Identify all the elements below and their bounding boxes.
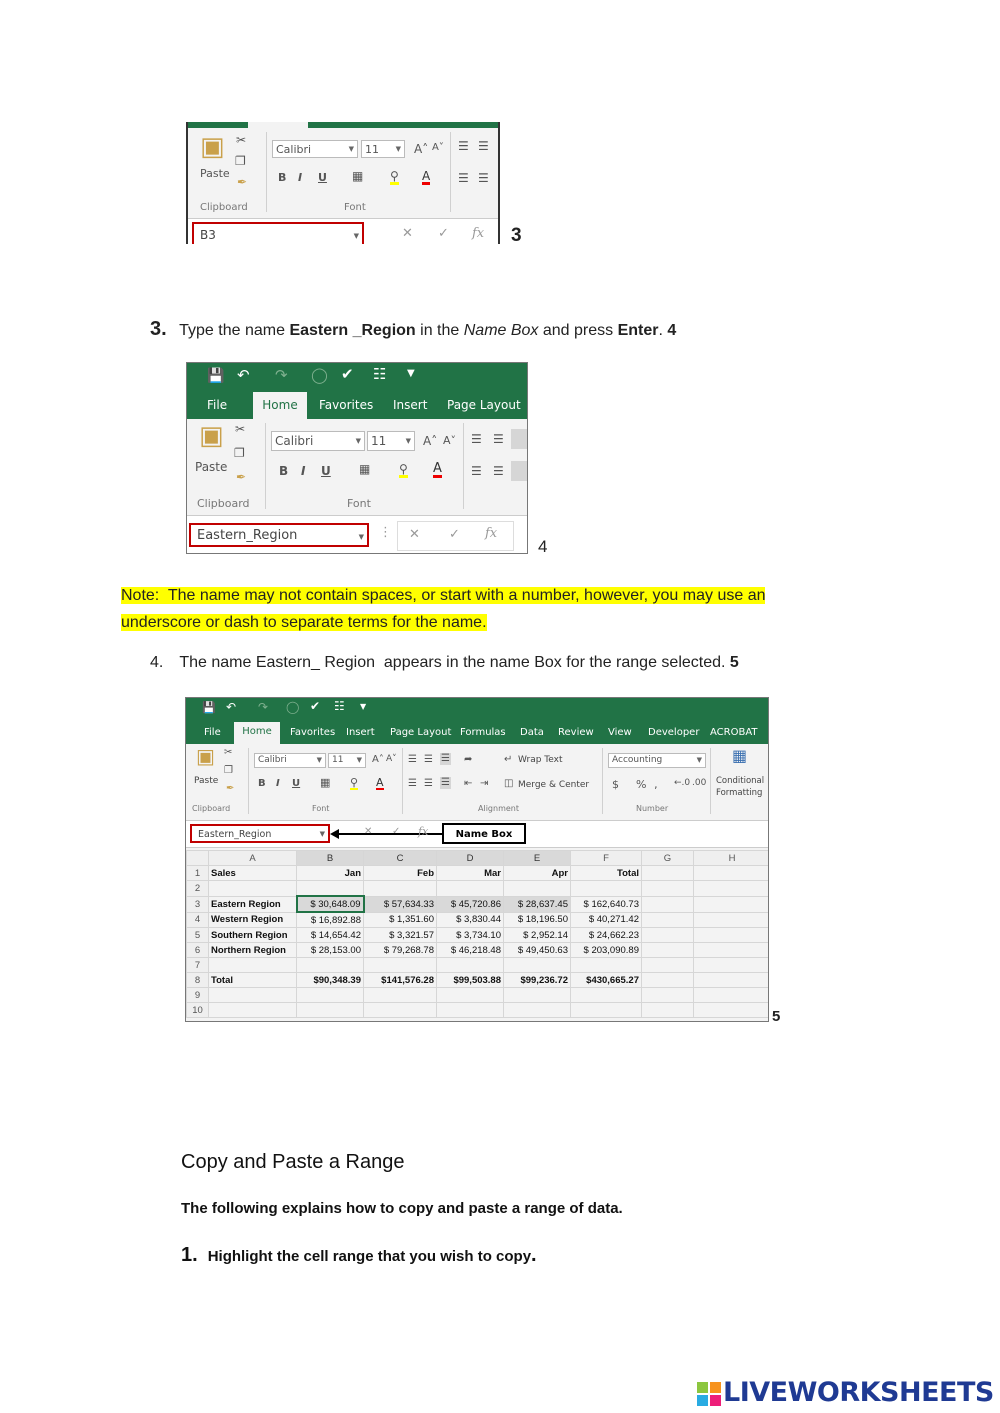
figure-worksheet — [185, 697, 769, 1022]
cell[interactable] — [642, 958, 694, 973]
cell[interactable]: $ 2,952.14 — [504, 928, 571, 943]
table-row — [187, 928, 770, 943]
align-bottom-icon[interactable]: ☰ — [441, 753, 450, 764]
grow-font-icon[interactable]: A˄ — [414, 142, 429, 156]
name-box-value: Eastern_Region — [198, 829, 272, 840]
cell[interactable] — [694, 866, 770, 881]
tab-formulas[interactable]: Formulas — [460, 727, 506, 738]
cell[interactable]: $ 3,734.10 — [437, 928, 504, 943]
spelling-icon[interactable]: ✔ — [341, 365, 354, 383]
cell[interactable]: $ 162,640.73 — [571, 896, 642, 912]
row-header[interactable]: 6 — [187, 943, 209, 958]
column-header[interactable]: G — [642, 851, 694, 866]
cell[interactable] — [694, 958, 770, 973]
more-options-icon[interactable]: ⋮ — [379, 525, 392, 540]
logo-text: LIVEWORKSHEETS — [723, 1377, 994, 1408]
cancel-icon[interactable]: ✕ — [402, 226, 413, 241]
step-3-text-mid: in the — [415, 322, 464, 339]
fill-color-icon[interactable]: ⚲ — [390, 169, 399, 183]
cell[interactable] — [504, 958, 571, 973]
redo-icon[interactable]: ↷ — [258, 700, 269, 714]
conditional-formatting-icon[interactable]: ▦ — [732, 746, 748, 765]
align-top-icon[interactable]: ☰ — [471, 432, 482, 446]
cut-icon: ✂ — [224, 747, 233, 758]
name-box-input[interactable]: Eastern_Region ▼ — [190, 824, 330, 843]
align-top-icon[interactable]: ☰ — [408, 754, 417, 765]
step-3-ref: 4 — [667, 322, 677, 339]
worksheet-grid — [186, 850, 769, 1018]
logo-mark-icon — [697, 1382, 721, 1406]
tab-review[interactable]: Review — [558, 727, 594, 738]
cell[interactable] — [642, 912, 694, 928]
comma-style-icon[interactable]: ‚ — [654, 778, 658, 791]
cell[interactable]: Western Region — [209, 912, 297, 928]
cell[interactable] — [364, 881, 437, 897]
column-header[interactable]: E — [504, 851, 571, 866]
cell[interactable]: $ 3,321.57 — [364, 928, 437, 943]
italic-button[interactable]: I — [301, 464, 306, 478]
row-header[interactable]: 4 — [187, 912, 209, 928]
cell[interactable] — [642, 943, 694, 958]
table-row — [187, 958, 770, 973]
step-4 — [150, 652, 739, 674]
customize-icon[interactable]: ▼ — [360, 702, 367, 711]
decrease-decimal-icon[interactable]: .00 — [692, 778, 707, 788]
note-line-1: Note: The name may not contain spaces, or start with a number, however, you may use an — [121, 587, 766, 604]
cell[interactable]: $ 28,637.45 — [504, 896, 571, 912]
step-3 — [150, 318, 676, 342]
cell[interactable] — [571, 881, 642, 897]
font-color-button[interactable]: A — [376, 776, 384, 789]
table-row — [187, 912, 770, 928]
cell[interactable] — [437, 988, 504, 1003]
cell[interactable] — [642, 1003, 694, 1018]
cell[interactable] — [694, 928, 770, 943]
tab-data[interactable]: Data — [520, 727, 544, 738]
table-row — [187, 1003, 770, 1018]
cell[interactable] — [437, 958, 504, 973]
font-size-value: 11 — [371, 434, 387, 448]
enter-icon[interactable]: ✓ — [449, 527, 460, 542]
font-size-box[interactable]: 11 ▼ — [328, 753, 366, 768]
align-left-icon[interactable]: ☰ — [408, 778, 417, 789]
cell[interactable]: $ 24,662.23 — [571, 928, 642, 943]
callout-3: 3 — [511, 225, 522, 246]
italic-button[interactable]: I — [298, 171, 303, 184]
row-header[interactable]: 3 — [187, 896, 209, 912]
grow-font-icon[interactable]: A˄ — [372, 754, 384, 765]
cell[interactable] — [694, 973, 770, 988]
cell[interactable]: Apr — [504, 866, 571, 881]
step-3-enter: Enter — [617, 322, 659, 339]
align-center-icon[interactable]: ☰ — [493, 464, 504, 478]
cell[interactable]: $ 203,090.89 — [571, 943, 642, 958]
cell[interactable]: $ 16,892.88 — [297, 912, 364, 928]
cell[interactable]: $ 40,271.42 — [571, 912, 642, 928]
redo-icon[interactable]: ↷ — [275, 366, 288, 384]
cell[interactable]: $ 28,153.00 — [297, 943, 364, 958]
cell[interactable] — [209, 988, 297, 1003]
tab-page-layout[interactable]: Page Layout — [447, 398, 521, 412]
step-3-name: Eastern _Region — [289, 322, 416, 339]
merge-center-icon[interactable]: ◫ — [504, 778, 514, 789]
font-size-box[interactable]: 11 ▼ — [367, 431, 415, 451]
cell[interactable] — [504, 988, 571, 1003]
format-painter-icon: ✒ — [226, 783, 235, 794]
cell[interactable]: $99,503.88 — [437, 973, 504, 988]
insert-function-icon[interactable]: fx — [472, 226, 485, 241]
table-row — [187, 943, 770, 958]
tab-insert[interactable]: Insert — [346, 727, 375, 738]
cell[interactable]: $ 49,450.63 — [504, 943, 571, 958]
cell[interactable]: Southern Region — [209, 928, 297, 943]
customize-icon[interactable]: ▼ — [407, 368, 415, 379]
conditional-label[interactable]: Conditional — [716, 776, 765, 786]
font-name-box[interactable]: Calibri ▼ — [254, 753, 326, 768]
cell[interactable]: $99,236.72 — [504, 973, 571, 988]
cell[interactable] — [364, 958, 437, 973]
row-header[interactable]: 7 — [187, 958, 209, 973]
name-box-input[interactable]: B3 ▼ — [192, 222, 364, 244]
shrink-font-icon[interactable]: A˅ — [432, 142, 444, 153]
cell[interactable]: $ 18,196.50 — [504, 912, 571, 928]
step-4-text: The name Eastern_ Region appears in the name Box for the range selected. — [179, 654, 730, 671]
ribbon-tabs — [186, 722, 769, 744]
section-step-1-number: 1. — [181, 1244, 198, 1266]
cell[interactable]: $ 30,648.09 — [297, 896, 364, 912]
fill-color-icon[interactable]: ⚲ — [399, 462, 408, 476]
save-icon[interactable]: 💾 — [202, 701, 216, 714]
undo-icon[interactable]: ↶ — [226, 700, 237, 714]
undo-icon[interactable]: ↶ — [237, 366, 250, 384]
borders-icon[interactable]: ▦ — [320, 776, 331, 789]
cell[interactable] — [571, 958, 642, 973]
tab-developer[interactable]: Developer — [648, 727, 700, 738]
column-header[interactable]: F — [571, 851, 642, 866]
step-4-number: 4. — [150, 654, 164, 671]
cell[interactable] — [694, 988, 770, 1003]
table-row — [187, 881, 770, 897]
row-header[interactable]: 1 — [187, 866, 209, 881]
paste-label[interactable]: Paste — [195, 460, 228, 474]
cell[interactable] — [437, 1003, 504, 1018]
increase-decimal-icon[interactable]: ←.0 — [674, 778, 691, 788]
tab-file[interactable]: File — [204, 727, 221, 738]
figure-ribbon-b3 — [186, 122, 500, 244]
format-painter-icon: ✒ — [236, 470, 247, 484]
alignment-group-label: Alignment — [478, 804, 519, 813]
step-3-namebox: Name Box — [463, 322, 539, 339]
step-3-text-before: Type the name — [179, 322, 290, 339]
cell[interactable] — [297, 1003, 364, 1018]
cut-icon: ✂ — [236, 133, 247, 147]
font-group-label: Font — [344, 202, 366, 213]
tab-acrobat[interactable]: ACROBAT — [710, 727, 758, 738]
section-intro: The following explains how to copy and paste a range of data. — [181, 1200, 623, 1217]
cell[interactable]: $ 46,218.48 — [437, 943, 504, 958]
row-header[interactable]: 8 — [187, 973, 209, 988]
row-header[interactable]: 5 — [187, 928, 209, 943]
cell[interactable] — [694, 1003, 770, 1018]
cell[interactable]: $ 79,268.78 — [364, 943, 437, 958]
cell[interactable]: $90,348.39 — [297, 973, 364, 988]
section-heading: Copy and Paste a Range — [181, 1151, 405, 1173]
tab-home[interactable]: Home — [253, 392, 307, 419]
cell[interactable] — [694, 912, 770, 928]
paste-icon: ▣ — [196, 744, 215, 768]
cell[interactable]: Mar — [437, 866, 504, 881]
percent-button[interactable]: % — [636, 778, 647, 791]
decrease-indent-icon[interactable]: ⇤ — [464, 778, 473, 789]
copy-icon: ❐ — [224, 765, 233, 776]
name-box-value: B3 — [200, 228, 216, 242]
table-row — [187, 988, 770, 1003]
step-3-period: . — [658, 322, 668, 339]
clipboard-group-label: Clipboard — [200, 202, 248, 213]
cell[interactable] — [694, 943, 770, 958]
column-header[interactable]: H — [694, 851, 770, 866]
name-box-input[interactable]: Eastern_Region ▼ — [189, 523, 369, 547]
cell[interactable] — [297, 988, 364, 1003]
font-name-box[interactable]: Calibri ▼ — [272, 140, 358, 158]
cell[interactable]: $ 3,830.44 — [437, 912, 504, 928]
select-all-corner[interactable] — [187, 851, 209, 866]
paste-icon: ▣ — [199, 421, 224, 451]
circle-icon[interactable]: ◯ — [311, 366, 328, 384]
step-4-ref: 5 — [729, 654, 739, 671]
number-format-box[interactable]: Accounting ▼ — [608, 753, 706, 768]
cell[interactable]: Sales — [209, 866, 297, 881]
tab-favorites[interactable]: Favorites — [290, 727, 336, 738]
bold-button[interactable]: B — [278, 171, 287, 184]
increase-indent-icon[interactable]: ⇥ — [480, 778, 489, 789]
cell[interactable] — [209, 881, 297, 897]
grow-font-icon[interactable]: A˄ — [423, 434, 438, 448]
number-group-label: Number — [636, 804, 669, 813]
cell[interactable] — [694, 896, 770, 912]
cell[interactable]: Feb — [364, 866, 437, 881]
cell[interactable] — [364, 988, 437, 1003]
font-name-value: Calibri — [275, 434, 314, 448]
cell[interactable]: $ 14,654.42 — [297, 928, 364, 943]
note-line-2: underscore or dash to separate terms for the name. — [121, 614, 487, 631]
note — [121, 582, 765, 636]
merge-center-button[interactable]: Merge & Center — [518, 780, 590, 790]
number-format-value: Accounting — [612, 755, 663, 765]
enter-icon[interactable]: ✓ — [392, 826, 401, 837]
save-icon[interactable]: 💾 — [207, 368, 225, 384]
font-size-value: 11 — [365, 143, 379, 156]
column-header[interactable]: B — [297, 851, 364, 866]
row-header[interactable]: 2 — [187, 881, 209, 897]
orientation-icon[interactable]: ➦ — [464, 754, 473, 765]
cell[interactable] — [642, 866, 694, 881]
cell[interactable] — [209, 1003, 297, 1018]
tab-page-layout[interactable]: Page Layout — [390, 727, 452, 738]
font-group-label: Font — [347, 497, 371, 510]
section-step-1 — [181, 1244, 537, 1267]
table-row — [187, 866, 770, 881]
clipboard-group-label: Clipboard — [197, 497, 250, 510]
cell[interactable] — [504, 1003, 571, 1018]
cell[interactable] — [571, 988, 642, 1003]
underline-button[interactable]: U — [318, 171, 327, 184]
underline-button[interactable]: U — [321, 464, 331, 478]
cell[interactable] — [571, 1003, 642, 1018]
name-box-callout: Name Box — [442, 823, 526, 844]
row-header[interactable]: 10 — [187, 1003, 209, 1018]
section-step-1-period: . — [531, 1244, 537, 1266]
row-header[interactable]: 9 — [187, 988, 209, 1003]
cell[interactable]: Jan — [297, 866, 364, 881]
cell[interactable] — [297, 958, 364, 973]
borders-icon[interactable]: ▦ — [359, 462, 371, 476]
cell[interactable]: $430,665.27 — [571, 973, 642, 988]
cell[interactable] — [437, 881, 504, 897]
cancel-icon[interactable]: ✕ — [409, 527, 420, 542]
tab-file[interactable]: File — [207, 398, 228, 412]
table-row — [187, 896, 770, 912]
figure-ribbon-eastern-region — [186, 362, 528, 554]
step-3-text-after: and press — [538, 322, 618, 339]
circle-icon[interactable]: ◯ — [286, 700, 300, 714]
wrap-text-button[interactable]: Wrap Text — [518, 755, 563, 765]
font-name-value: Calibri — [276, 143, 312, 156]
align-middle-icon[interactable]: ☰ — [478, 139, 489, 153]
insert-function-icon[interactable]: fx — [485, 526, 498, 541]
cell[interactable] — [364, 1003, 437, 1018]
align-middle-icon[interactable]: ☰ — [424, 754, 433, 765]
print-preview-icon[interactable]: ☷ — [373, 365, 387, 383]
formatting-label[interactable]: Formatting — [716, 788, 763, 798]
cancel-icon[interactable]: ✕ — [364, 826, 373, 837]
cell[interactable]: Northern Region — [209, 943, 297, 958]
cell[interactable] — [504, 881, 571, 897]
font-color-button[interactable]: A — [433, 461, 442, 476]
align-center-icon[interactable]: ☰ — [478, 171, 489, 185]
cell[interactable] — [209, 958, 297, 973]
column-header[interactable]: C — [364, 851, 437, 866]
cell[interactable]: $ 45,720.86 — [437, 896, 504, 912]
font-size-value: 11 — [332, 755, 344, 765]
font-color-button[interactable]: A — [422, 169, 431, 183]
column-header[interactable]: D — [437, 851, 504, 866]
font-name-value: Calibri — [258, 755, 287, 765]
currency-button[interactable]: $ — [612, 778, 619, 791]
insert-function-icon[interactable]: fx — [418, 825, 429, 838]
cell[interactable]: $ 1,351.60 — [364, 912, 437, 928]
cell[interactable]: Eastern Region — [209, 896, 297, 912]
borders-icon[interactable]: ▦ — [352, 169, 364, 183]
shrink-font-icon[interactable]: A˅ — [386, 754, 397, 764]
cell[interactable]: $141,576.28 — [364, 973, 437, 988]
tab-insert[interactable]: Insert — [393, 398, 428, 412]
cell[interactable] — [642, 896, 694, 912]
align-center-icon[interactable]: ☰ — [424, 778, 433, 789]
cell[interactable] — [642, 973, 694, 988]
cell[interactable]: Total — [571, 866, 642, 881]
align-middle-icon[interactable]: ☰ — [493, 432, 504, 446]
align-right-icon[interactable]: ☰ — [441, 777, 450, 788]
bold-button[interactable]: B — [258, 778, 266, 789]
align-left-icon[interactable]: ☰ — [471, 464, 482, 478]
cell[interactable] — [642, 928, 694, 943]
wrap-text-icon[interactable]: ↵ — [504, 754, 513, 765]
cell[interactable] — [642, 881, 694, 897]
fill-color-icon[interactable]: ⚲ — [350, 776, 359, 789]
bold-button[interactable]: B — [279, 464, 289, 478]
cell[interactable] — [642, 988, 694, 1003]
cell[interactable] — [694, 881, 770, 897]
name-box-value: Eastern_Region — [197, 528, 298, 543]
align-left-icon[interactable]: ☰ — [458, 171, 469, 185]
cell[interactable]: Total — [209, 973, 297, 988]
enter-icon[interactable]: ✓ — [438, 226, 449, 241]
align-top-icon[interactable]: ☰ — [458, 139, 469, 153]
font-group-label: Font — [312, 804, 330, 813]
copy-icon: ❐ — [234, 446, 245, 460]
table-row — [187, 973, 770, 988]
cut-icon: ✂ — [235, 422, 246, 436]
column-header[interactable]: A — [209, 851, 297, 866]
clipboard-group-label: Clipboard — [192, 804, 231, 813]
cell[interactable]: $ 57,634.33 — [364, 896, 437, 912]
step-3-number: 3. — [150, 318, 167, 340]
callout-4: 4 — [538, 537, 548, 556]
paste-label[interactable]: Paste — [194, 776, 219, 786]
copy-icon: ❐ — [235, 154, 246, 168]
tab-favorites[interactable]: Favorites — [319, 398, 374, 412]
spelling-icon[interactable]: ✔ — [310, 699, 321, 713]
format-painter-icon: ✒ — [237, 175, 248, 189]
font-name-box[interactable]: Calibri ▼ — [271, 431, 365, 451]
font-size-box[interactable]: 11 ▼ — [361, 140, 405, 158]
print-preview-icon[interactable]: ☷ — [334, 699, 345, 713]
callout-5: 5 — [772, 1008, 781, 1025]
paste-label[interactable]: Paste — [200, 167, 230, 180]
section-step-1-text: Highlight the cell range that you wish to copy — [207, 1248, 532, 1265]
italic-button[interactable]: I — [276, 778, 280, 789]
cell[interactable] — [297, 881, 364, 897]
paste-icon: ▣ — [200, 132, 225, 162]
underline-button[interactable]: U — [292, 778, 301, 789]
tab-view[interactable]: View — [608, 727, 632, 738]
shrink-font-icon[interactable]: A˅ — [443, 434, 457, 447]
tab-home[interactable]: Home — [234, 722, 280, 744]
